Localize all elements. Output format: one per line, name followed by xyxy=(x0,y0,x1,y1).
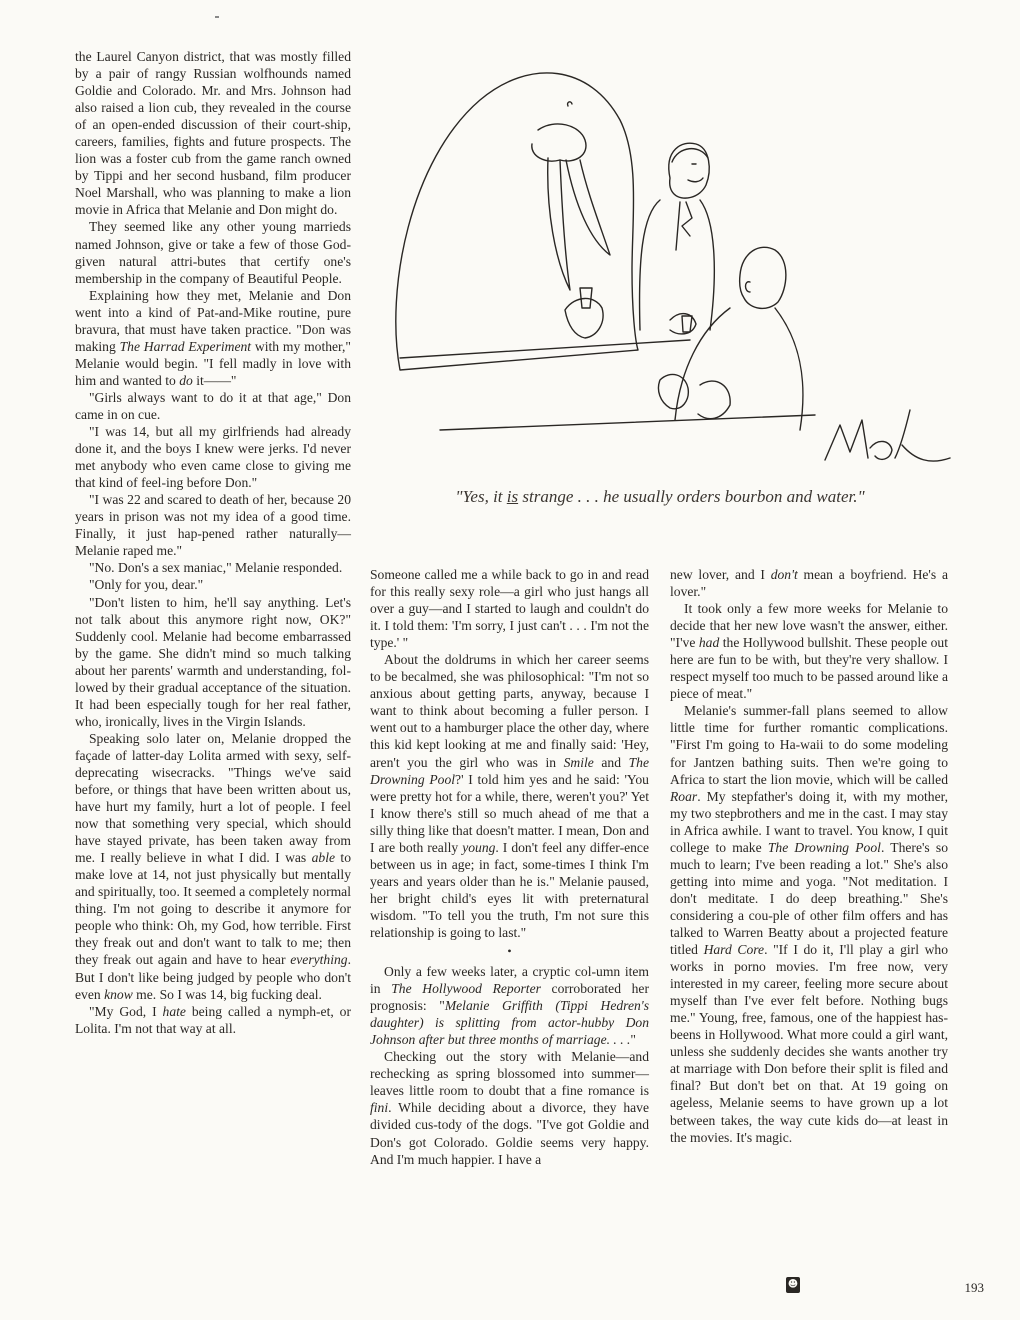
walrus-eye xyxy=(568,102,572,106)
bar-counter xyxy=(400,340,690,358)
bartender-head xyxy=(669,143,709,198)
article-paragraph: "Girls always want to do it at that age," Don came in on cue. xyxy=(75,389,351,422)
bartender-mouth xyxy=(688,178,703,182)
customer-body xyxy=(675,308,803,430)
text-column-3 xyxy=(670,566,948,1146)
cartoon-caption: "Yes, it is strange . . . he usually orders bourbon and water." xyxy=(455,487,865,506)
bartender-body xyxy=(640,200,715,330)
customer-ear xyxy=(746,282,751,292)
article-paragraph: Only a few weeks later, a cryptic col-umn item in The Hollywood Reporter corroborated her prognosis: "Melanie Griffith (Tippi Hedren's daughter) is splitting from actor-hubby Don Johnson after but three months of marriage. . . ." xyxy=(370,964,649,1048)
article-paragraph: "Only for you, dear." xyxy=(89,577,204,593)
walrus-tusk-right xyxy=(566,160,610,255)
walrus-bar-cartoon xyxy=(370,40,960,480)
customer-napkin xyxy=(658,374,688,408)
article-paragraph: the Laurel Canyon district, that was mostly filled by a pair of rangy Russian wolfhounds named Goldie and Colorado. Mr. and Mrs. Johnson had also raised a lion cub, they revealed in the course of an open-ended discussion of their court-ship, careers, families, fights and future prospects. The lion was a foster cub from the game ranch owned by Tippi and her second husband, film producer Noel Marshall, who was planning to make a lion movie in Africa that Melanie and Don might do. xyxy=(75,49,351,218)
article-paragraph: Checking out the story with Melanie—and rechecking as spring blossomed into summer—leaves little room to doubt that a fine romance is fini. While deciding about a divorce, they have divided cus-tody of the dogs. "I've got Goldie and Don's got Colorado. Goldie seems very happy. And I'm much happier. I have a xyxy=(370,1049,649,1167)
article-paragraph: "I was 14, but all my girlfriends had already done it, and the boys I knew were jerks. I'd never met anybody who even came close to giving me that kind of feel-ing before Don." xyxy=(75,424,351,491)
article-paragraph: They seemed like any other young marrieds named Johnson, give or take a few of those God-given natural attri-butes that certify one's membership in the company of Beautiful People. xyxy=(75,219,351,286)
text-column-1 xyxy=(75,48,351,1037)
customer-arm xyxy=(698,381,730,419)
section-separator: • xyxy=(507,944,512,959)
mal-signature xyxy=(825,410,950,461)
article-paragraph: About the doldrums in which her career seems to be becalmed, she was philosophical: "I'm not so anxious about getting parts, anyway, because I want to think about becoming a fuller person. I went out to a hamburger place the other day, where this kid kept looking at me and finally said: 'Hey, aren't you the girl who was in Smile and The Drowning Pool?' I told him yes and he said: 'You were pretty hot for a while, there, weren't you?' Yet I know there's still so much ahead of me that a silly thing like that doesn't matter. I mean, Don and I are both really young. I don't feel any differ-ence between us in age; in fact, some-times I think I'm years and years older than he is." Melanie paused, her bright child's eyes lit with preternatural wisdom. "To tell you the truth, I'm not sure this relationship is going to last." xyxy=(370,652,649,940)
article-paragraph: Melanie's summer-fall plans seemed to allow little time for further romantic complications. "First I'm going to Ha-waii to do some modeling for Jantzen bathing suits. Then we're going to Africa to start the lion movie, which will be called Roar. My stepfather's doing it, with my mother, my two stepbrothers and me in the cast. I may stay in Africa awhile. I want to travel. You know, I quit college to make The Drowning Pool. There's so much to learn; I've been reading a lot." She's also getting into mime and yoga. "Not meditation. I don't meditate. I do deep breathing." She's considering a cou-ple of other film offers and has talked to Warren Beatty about a projected feature titled Hard Core. "If I do it, I'll play a girl who works in porno movies. I'm free now, very interested in my career, feeling more secure about myself than I've ever felt before. Nothing bugs me." Young, free, famous, one of the happiest has-beens in Hollywood. What more could a girl want, unless she suddenly decides she wants another try at marriage with Don before their split is filed and final? But don't bet on that. At 19 going on ageless, Melanie seems to have grown up a lot between takes, the way cute kids do—at least in the movies. It's magic. xyxy=(670,703,949,1145)
customer-head xyxy=(740,247,786,308)
article-paragraph: "I was 22 and scared to death of her, because 20 years in prison was not my idea of a good time. Finally, it just hap-pened rather naturally—Melanie raped me." xyxy=(75,492,351,559)
article-paragraph: Explaining how they met, Melanie and Don went into a kind of Pat-and-Mike routine, pure bravura, that must have taken practice. "Don was making The Harrad Experiment with my mother," Melanie would begin. "I fell madly in love with him and wanted to do it——" xyxy=(75,287,351,388)
page-number: 193 xyxy=(964,1280,984,1295)
article-paragraph: Speaking solo later on, Melanie dropped the façade of latter-day Lolita armed with sexy, self-deprecating wisecracks. "Things we've said before, or things that have been written about us, have hurt my family, hurt a lot of people. I feel now that something very special, which should have stayed private, has been taken away from me. I really believe in what I did. I was able to make love at 14, not just physically but mentally and spiritually, too. It seemed a completely normal thing. I'm not going to describe it anymore for people who think: Oh, my God, how terrible. First they freak out and don't want to talk to me; then they freak out again and have to hear everything. But I don't like being judged by people who don't even know me. So I was 14, big fucking deal. xyxy=(75,730,351,1002)
article-paragraph: "My God, I hate being called a nymph-et, or Lolita. I'm not that way at all. xyxy=(75,1003,351,1036)
walrus-snout xyxy=(532,124,586,161)
back-bar-line xyxy=(440,415,815,430)
walrus-tusk-left xyxy=(548,158,570,290)
walrus-flipper xyxy=(565,298,603,338)
printer-mark xyxy=(215,16,219,18)
text-column-2 xyxy=(370,566,649,1168)
rabbit-logo-icon: ☻ xyxy=(786,1277,800,1293)
bartender-glass xyxy=(682,316,692,332)
article-paragraph: new lover, and I don't mean a boyfriend. He's a lover." xyxy=(670,567,948,600)
article-paragraph: "No. Don's a sex maniac," Melanie responded. xyxy=(89,560,343,576)
article-paragraph: Someone called me a while back to go in and read for this really sexy role—a girl who just hangs all over a guy—and I started to laugh and couldn't do it. I told them: 'I'm sorry, I just can't . . . I'm not the type.' " xyxy=(370,567,649,651)
article-paragraph: It took only a few more weeks for Melanie to decide that her new love wasn't the answer, either. "I've had the Hollywood bullshit. These people out here are fun to be with, but they're very shallow. I respect myself too much to be passed around like a piece of meat." xyxy=(670,601,948,702)
article-paragraph: "Don't listen to him, he'll say anything. Let's not talk about this anymore right now, OK?" Suddenly cool. Melanie had become embarrassed by the game. She didn't mind so much talking about her parents' warmth and understanding, fol-lowed by their gradual acceptance of the situation. It had been especially tough for her real father, who, ironically, lives in the Virgin Islands. xyxy=(75,594,351,729)
bartender-hair xyxy=(672,149,708,162)
